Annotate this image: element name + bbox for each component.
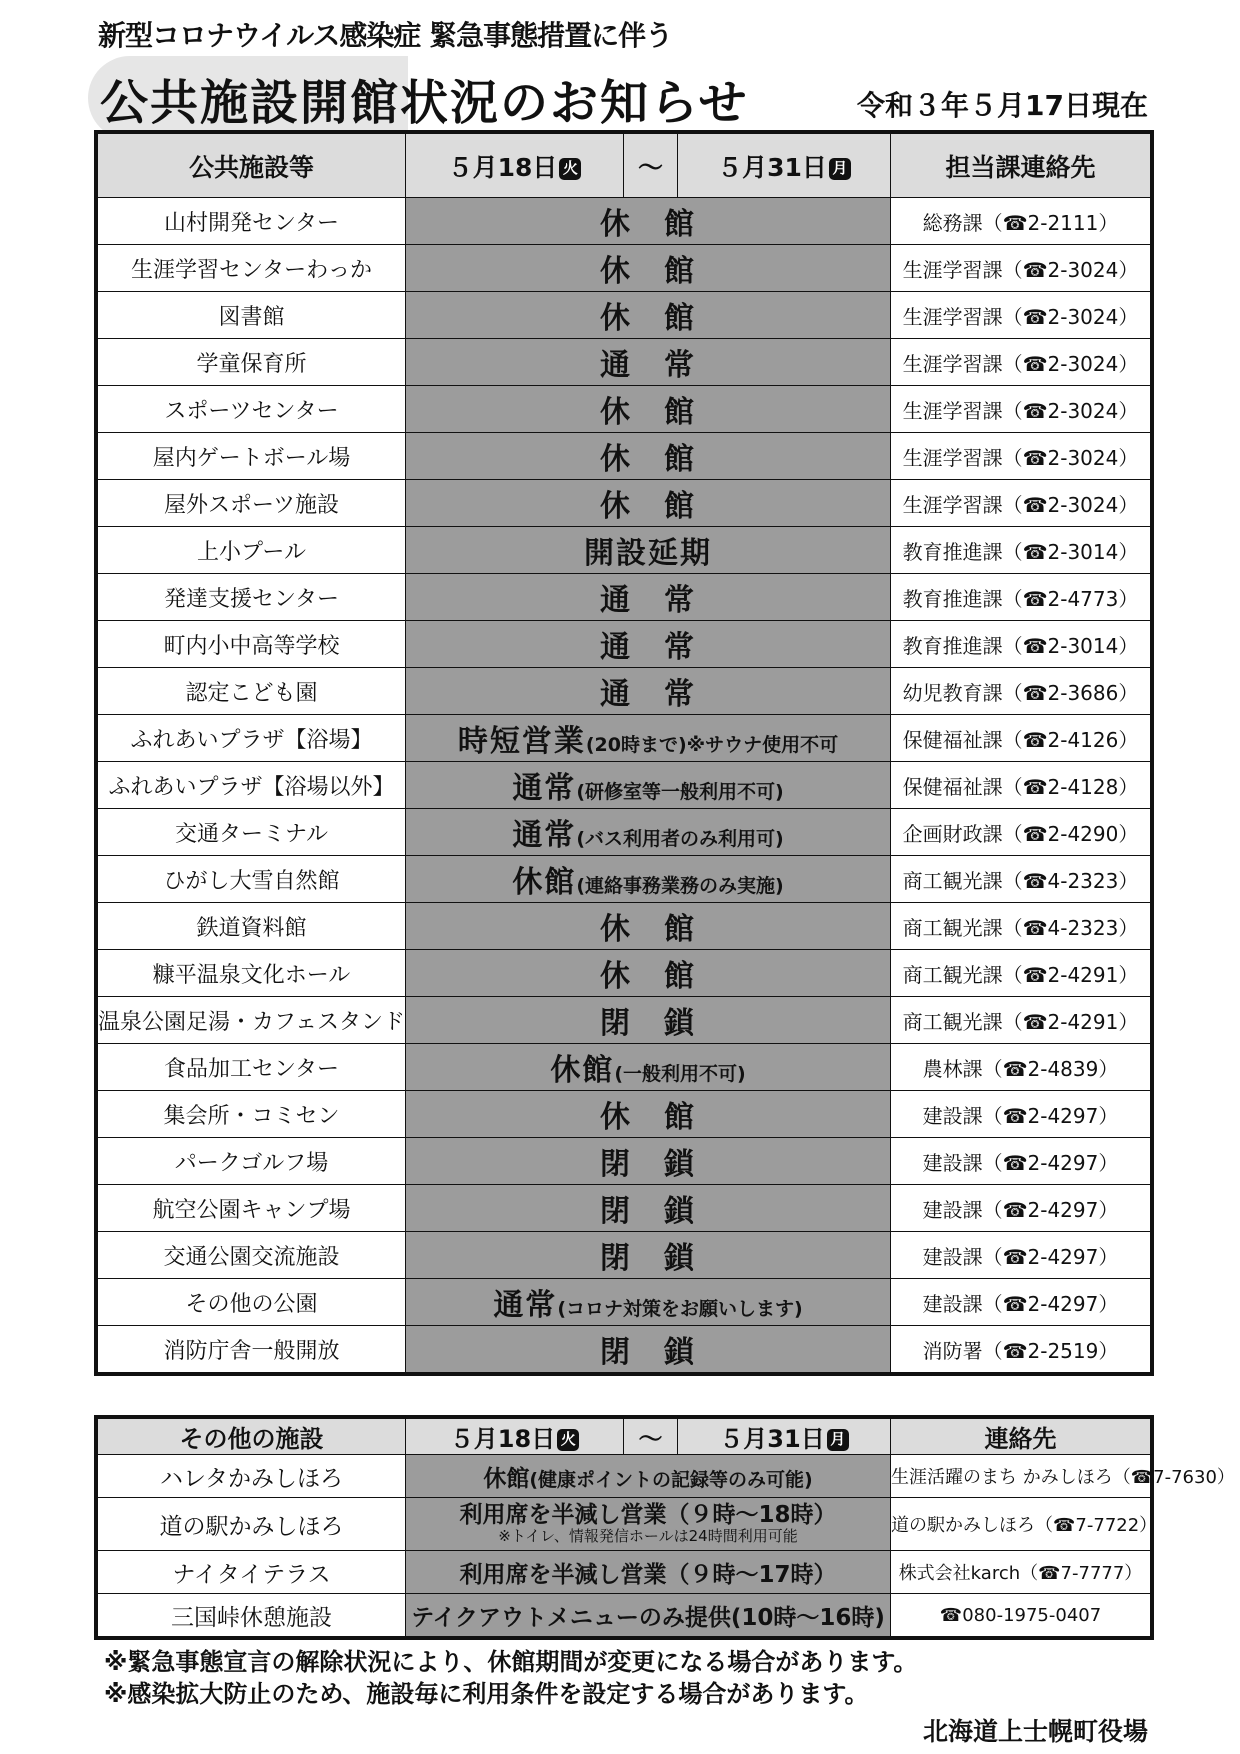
table-row: [98, 1551, 1151, 1594]
contact-info: 建設課（☎2-4297）: [891, 1091, 1151, 1138]
as-of-date: 令和３年５月17日現在: [857, 89, 1148, 122]
page-title: 公共施設開館状況のお知らせ: [100, 75, 749, 131]
status-subnote: ※トイレ、情報発信ホールは24時間利用可能: [498, 1527, 798, 1546]
contact-info: 生涯学習課（☎2-3024）: [891, 245, 1151, 292]
weekday-badge: 月: [829, 158, 851, 180]
weekday-badge: 火: [557, 1429, 579, 1451]
contact-info: 道の駅かみしほろ（☎7-7722）: [891, 1498, 1151, 1551]
status-text: 通 常: [600, 348, 696, 383]
status-cell: [406, 574, 891, 621]
facility-name: 上小プール: [98, 527, 406, 574]
status-note: (コロナ対策をお願いします): [557, 1298, 803, 1320]
facility-name: その他の公園: [98, 1279, 406, 1326]
contact-info: 教育推進課（☎2-4773）: [891, 574, 1151, 621]
facility-name: 図書館: [98, 292, 406, 339]
facility-name: 認定こども園: [98, 668, 406, 715]
contact-info: 生涯学習課（☎2-3024）: [891, 339, 1151, 386]
status-text: 休 館: [600, 959, 696, 994]
status-cell: [406, 1594, 891, 1637]
header-end-date: ５月31日 月: [678, 1419, 891, 1455]
status-text: 通 常: [600, 583, 696, 618]
contact-info: 商工観光課（☎4-2323）: [891, 856, 1151, 903]
status-cell: [406, 668, 891, 715]
status-cell: [406, 950, 891, 997]
subtitle: 新型コロナウイルス感染症 緊急事態措置に伴う: [98, 19, 673, 52]
status-note: (一般利用不可): [614, 1063, 746, 1085]
facility-name: 交通ターミナル: [98, 809, 406, 856]
contact-info: 商工観光課（☎2-4291）: [891, 950, 1151, 997]
status-cell: [406, 245, 891, 292]
status-cell: [406, 1138, 891, 1185]
contact-info: 建設課（☎2-4297）: [891, 1138, 1151, 1185]
contact-info: 建設課（☎2-4297）: [891, 1185, 1151, 1232]
status-cell: [406, 997, 891, 1044]
status-text: 閉 鎖: [600, 1147, 696, 1182]
facility-name: 町内小中高等学校: [98, 621, 406, 668]
table-row: [98, 1594, 1151, 1637]
contact-info: 総務課（☎2-2111）: [891, 198, 1151, 245]
contact-info: 生涯学習課（☎2-3024）: [891, 480, 1151, 527]
status-cell: [406, 198, 891, 245]
table-row: [98, 715, 1151, 762]
weekday-badge: 月: [827, 1429, 849, 1451]
status-cell: [406, 1279, 891, 1326]
contact-info: 商工観光課（☎4-2323）: [891, 903, 1151, 950]
table-row: [98, 433, 1151, 480]
status-text: 通常: [493, 1288, 558, 1323]
table-row: [98, 1185, 1151, 1232]
status-text: 閉 鎖: [600, 1241, 696, 1276]
table-row: [98, 1455, 1151, 1498]
status-text: 通常: [512, 771, 577, 806]
header-start-date: ５月18日 火: [406, 1419, 624, 1455]
facility-name: ナイタイテラス: [98, 1551, 406, 1594]
table-row: [98, 903, 1151, 950]
status-text: 時短営業: [457, 724, 586, 759]
table-row: [98, 1091, 1151, 1138]
table-row: [98, 621, 1151, 668]
facility-name: 屋内ゲートボール場: [98, 433, 406, 480]
main-table-header: [98, 134, 1151, 198]
contact-info: 保健福祉課（☎2-4126）: [891, 715, 1151, 762]
main-facility-table: [97, 133, 1151, 1373]
status-text: 休 館: [600, 1100, 696, 1135]
table-row: [98, 668, 1151, 715]
table-row: [98, 1232, 1151, 1279]
status-text: 通 常: [600, 677, 696, 712]
header-start-date: ５月18日 火: [406, 134, 624, 198]
status-cell: [406, 715, 891, 762]
contact-info: 生涯学習課（☎2-3024）: [891, 292, 1151, 339]
facility-name: ひがし大雪自然館: [98, 856, 406, 903]
header-other-facility: その他の施設: [98, 1419, 406, 1455]
status-cell: [406, 1044, 891, 1091]
contact-info: 生涯活躍のまち かみしほろ（☎7-7630）: [891, 1455, 1151, 1498]
other-facility-table: [97, 1418, 1235, 1637]
status-note: (連絡事務業務のみ実施): [576, 875, 784, 897]
status-text: 利用席を半減し営業（９時～18時）: [459, 1502, 837, 1529]
facility-name: 学童保育所: [98, 339, 406, 386]
facility-name: 屋外スポーツ施設: [98, 480, 406, 527]
weekday-badge: 火: [559, 158, 581, 180]
table-row: [98, 198, 1151, 245]
facility-name: ふれあいプラザ【浴場以外】: [98, 762, 406, 809]
contact-info: 商工観光課（☎2-4291）: [891, 997, 1151, 1044]
status-text: テイクアウトメニューのみ提供(10時～16時): [411, 1604, 885, 1631]
table-row: [98, 245, 1151, 292]
table-row: [98, 997, 1151, 1044]
contact-info: 建設課（☎2-4297）: [891, 1279, 1151, 1326]
status-cell: [406, 339, 891, 386]
status-cell: [406, 1185, 891, 1232]
facility-name: スポーツセンター: [98, 386, 406, 433]
status-cell: [406, 480, 891, 527]
status-cell: [406, 1326, 891, 1373]
table-row: [98, 480, 1151, 527]
facility-name: 発達支援センター: [98, 574, 406, 621]
table-row: [98, 1044, 1151, 1091]
table-row: [98, 1326, 1151, 1373]
header-tilde: ～: [624, 134, 678, 198]
status-note: (バス利用者のみ利用可): [576, 828, 784, 850]
footnote: ※緊急事態宣言の解除状況により、休館期間が変更になる場合があります。: [104, 1648, 918, 1676]
contact-info: 生涯学習課（☎2-3024）: [891, 433, 1151, 480]
status-cell: [406, 1091, 891, 1138]
facility-name: 消防庁舎一般開放: [98, 1326, 406, 1373]
table-row: [98, 1279, 1151, 1326]
status-cell: [406, 1455, 891, 1498]
status-cell: [406, 1551, 891, 1594]
table-row: [98, 1498, 1151, 1551]
table-row: [98, 292, 1151, 339]
header-contact: 連絡先: [891, 1419, 1151, 1455]
facility-name: 食品加工センター: [98, 1044, 406, 1091]
status-text: 開設延期: [584, 536, 712, 571]
status-cell: [406, 292, 891, 339]
facility-name: 三国峠休憩施設: [98, 1594, 406, 1637]
header-end-date: ５月31日 月: [678, 134, 891, 198]
status-cell: [406, 1498, 891, 1551]
facility-name: 道の駅かみしほろ: [98, 1498, 406, 1551]
facility-name: 鉄道資料館: [98, 903, 406, 950]
header-contact: 担当課連絡先: [891, 134, 1151, 198]
status-text: 休 館: [600, 489, 696, 524]
facility-name: 航空公園キャンプ場: [98, 1185, 406, 1232]
footnote: ※感染拡大防止のため、施設毎に利用条件を設定する場合があります。: [104, 1680, 869, 1708]
facility-name: パークゴルフ場: [98, 1138, 406, 1185]
facility-name: 交通公園交流施設: [98, 1232, 406, 1279]
facility-name: 糠平温泉文化ホール: [98, 950, 406, 997]
status-text: 休 館: [600, 254, 696, 289]
status-text: 休館: [512, 865, 577, 900]
status-text: 休 館: [600, 442, 696, 477]
contact-info: 生涯学習課（☎2-3024）: [891, 386, 1151, 433]
table-row: [98, 386, 1151, 433]
status-text: 休 館: [600, 912, 696, 947]
table-row: [98, 762, 1151, 809]
status-text: 通 常: [600, 630, 696, 665]
facility-name: 温泉公園足湯・カフェスタンド: [98, 997, 406, 1044]
contact-info: 教育推進課（☎2-3014）: [891, 621, 1151, 668]
table-row: [98, 339, 1151, 386]
status-cell: [406, 527, 891, 574]
status-cell: [406, 762, 891, 809]
other-table-header: [98, 1419, 1151, 1455]
status-text: 閉 鎖: [600, 1194, 696, 1229]
issuer: 北海道上士幌町役場: [922, 1717, 1148, 1746]
status-text: 閉 鎖: [600, 1006, 696, 1041]
table-row: [98, 574, 1151, 621]
footnotes: [104, 1646, 917, 1710]
status-text: 利用席を半減し営業（９時～17時）: [459, 1561, 837, 1588]
facility-name: ふれあいプラザ【浴場】: [98, 715, 406, 762]
status-note: (研修室等一般利用不可): [576, 781, 784, 803]
contact-info: 幼児教育課（☎2-3686）: [891, 668, 1151, 715]
status-text: 通常: [512, 818, 577, 853]
status-text: 休 館: [600, 207, 696, 242]
status-text: 休館: [483, 1465, 530, 1492]
table-row: [98, 856, 1151, 903]
header-tilde: ～: [624, 1419, 678, 1455]
table-row: [98, 1138, 1151, 1185]
status-cell: [406, 386, 891, 433]
contact-info: 農林課（☎2-4839）: [891, 1044, 1151, 1091]
status-text: 休館: [550, 1053, 615, 1088]
status-cell: [406, 903, 891, 950]
contact-info: 教育推進課（☎2-3014）: [891, 527, 1151, 574]
status-cell: [406, 856, 891, 903]
table-row: [98, 809, 1151, 856]
facility-name: ハレタかみしほろ: [98, 1455, 406, 1498]
facility-name: 集会所・コミセン: [98, 1091, 406, 1138]
facility-name: 生涯学習センターわっか: [98, 245, 406, 292]
status-text: 休 館: [600, 301, 696, 336]
status-note: (20時まで)※サウナ使用不可: [585, 734, 839, 756]
contact-info: 建設課（☎2-4297）: [891, 1232, 1151, 1279]
facility-name: 山村開発センター: [98, 198, 406, 245]
status-cell: [406, 1232, 891, 1279]
status-note: (健康ポイントの記録等のみ可能): [529, 1468, 813, 1491]
status-cell: [406, 809, 891, 856]
contact-info: 企画財政課（☎2-4290）: [891, 809, 1151, 856]
table-row: [98, 950, 1151, 997]
status-text: 休 館: [600, 395, 696, 430]
contact-info: 株式会社karch（☎7-7777）: [891, 1551, 1151, 1594]
table-row: [98, 527, 1151, 574]
contact-info: ☎080-1975-0407: [891, 1594, 1151, 1637]
status-cell: [406, 621, 891, 668]
contact-info: 消防署（☎2-2519）: [891, 1326, 1151, 1373]
status-cell: [406, 433, 891, 480]
status-text: 閉 鎖: [600, 1335, 696, 1370]
header-facility: 公共施設等: [98, 134, 406, 198]
contact-info: 保健福祉課（☎2-4128）: [891, 762, 1151, 809]
